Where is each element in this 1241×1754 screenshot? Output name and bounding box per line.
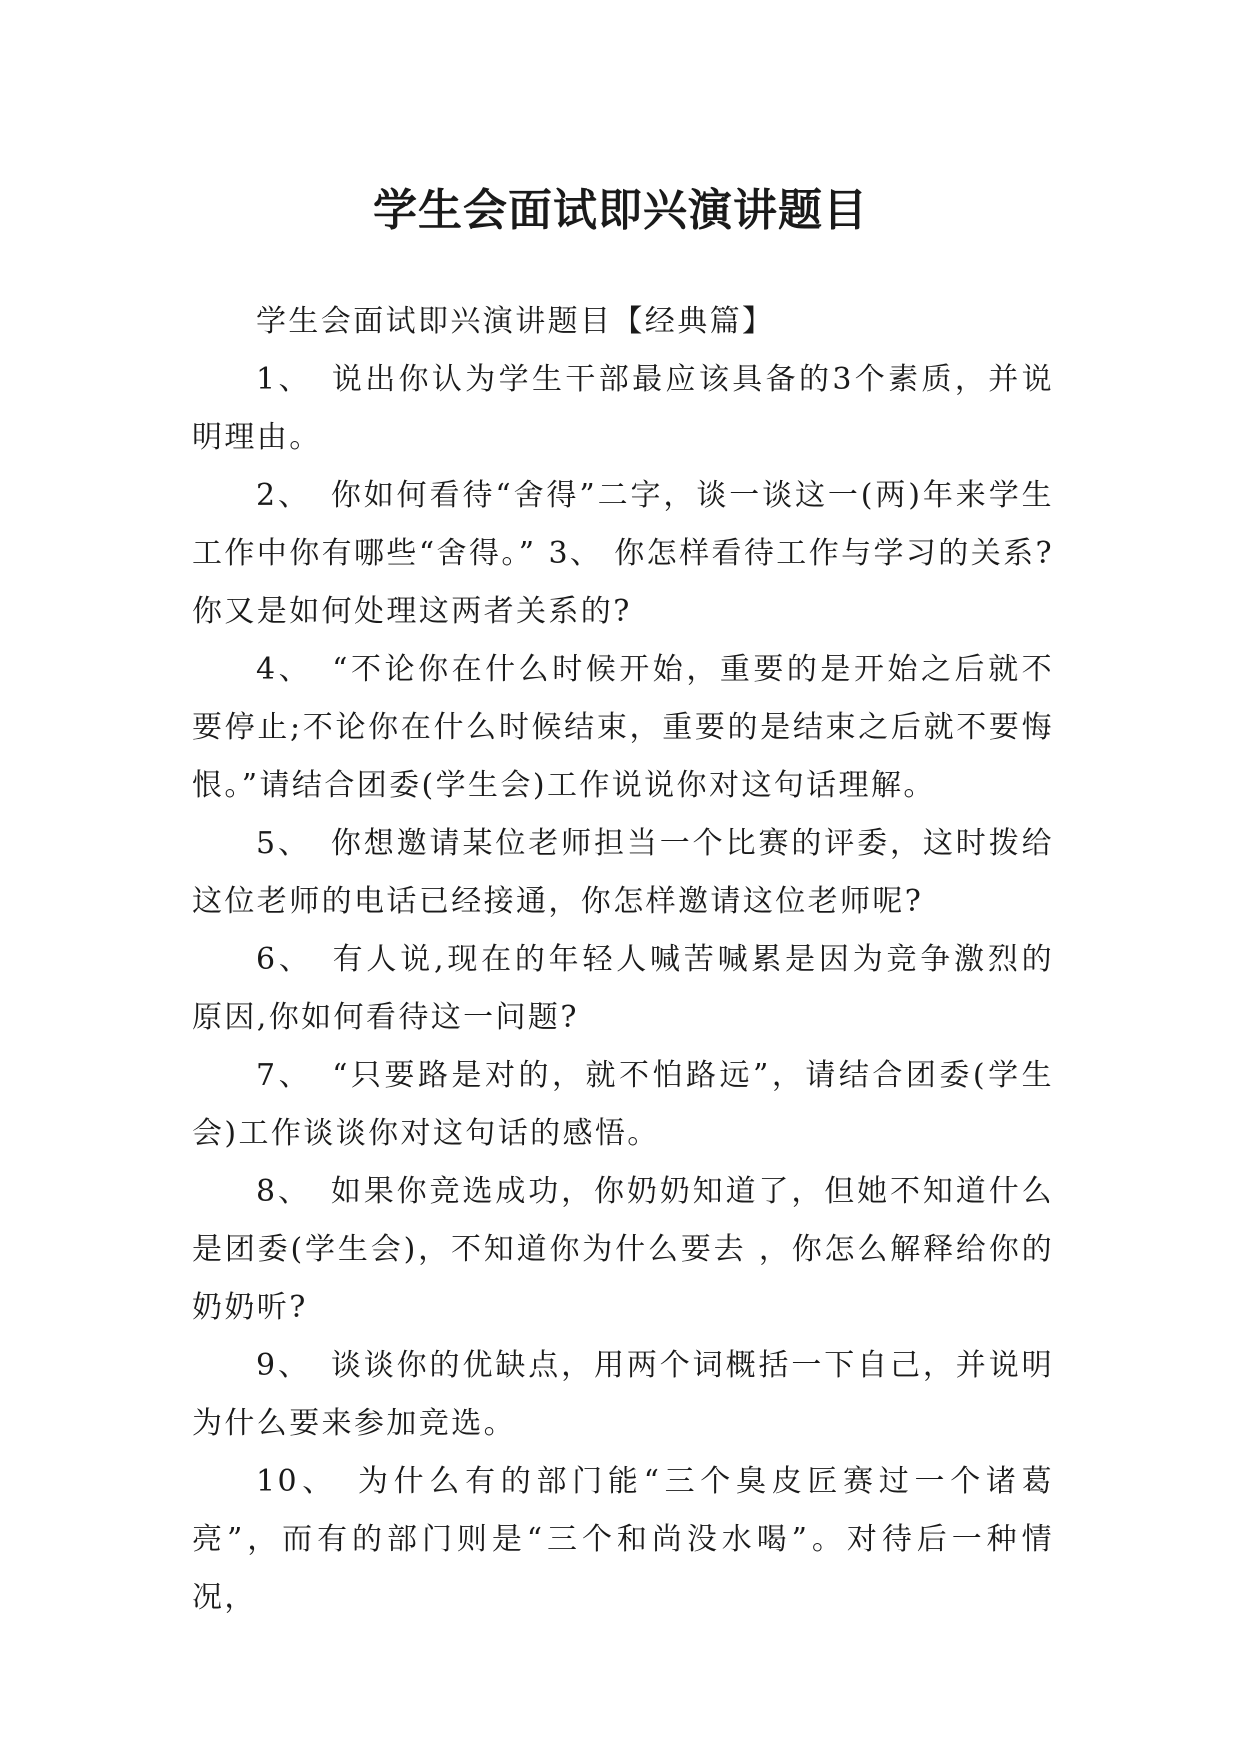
document-title: 学生会面试即兴演讲题目 <box>373 185 868 237</box>
item-text: 谈谈你的优缺点，用两个词概括一下自己，并说明为什么要来参加竞选。 <box>192 1348 1054 1441</box>
intro-paragraph: 学生会面试即兴演讲题目【经典篇】 <box>256 304 775 339</box>
item-text: “只要路是对的，就不怕路远”，请结合团委(学生会)工作谈谈你对这句话的感悟。 <box>192 1058 1055 1151</box>
item-number: 10、 <box>256 1464 338 1499</box>
item-text: 如果你竞选成功，你奶奶知道了，但她不知道什么是团委(学生会)，不知道你为什么要去 ，你怎么解释给你的奶奶听? <box>192 1174 1054 1325</box>
item-number: 5、 <box>256 826 311 861</box>
list-item <box>192 351 1054 467</box>
list-item <box>192 1047 1054 1163</box>
item-number: 4、 <box>256 652 313 687</box>
item-text: 说出你认为学生干部最应该具备的3个素质，并说明理由。 <box>192 362 1055 455</box>
list-item <box>192 467 1054 641</box>
item-number: 1、 <box>256 362 312 397</box>
item-text: “不论你在什么时候开始，重要的是开始之后就不要停止;不论你在什么时候结束，重要的是结束之后就不要悔恨。”请结合团委(学生会)工作说说你对这句话理解。 <box>192 652 1055 803</box>
list-item <box>192 1163 1054 1337</box>
item-text: 你想邀请某位老师担当一个比赛的评委，这时拨给这位老师的电话已经接通，你怎样邀请这位老师呢? <box>192 826 1054 919</box>
list-item <box>192 931 1054 1047</box>
item-number: 2、 <box>256 478 311 513</box>
list-item <box>192 1337 1054 1453</box>
item-text: 为什么有的部门能“三个臭皮匠赛过一个诸葛亮”，而有的部门则是“三个和尚没水喝”。对待后一种情况， <box>192 1464 1055 1615</box>
list-item <box>192 815 1054 931</box>
document-body <box>192 293 1054 1627</box>
list-item <box>192 1453 1054 1627</box>
list-item <box>192 641 1054 815</box>
item-text: 有人说,现在的年轻人喊苦喊累是因为竞争激烈的原因,你如何看待这一问题? <box>192 942 1054 1035</box>
item-text: 你如何看待“舍得”二字，谈一谈这一(两)年来学生工作中你有哪些“舍得。” 3、 你怎样看待工作与学习的关系?你又是如何处理这两者关系的? <box>192 478 1054 629</box>
item-number: 8、 <box>256 1174 311 1209</box>
item-number: 6、 <box>256 942 313 977</box>
item-number: 9、 <box>256 1348 311 1383</box>
item-number: 7、 <box>256 1058 313 1093</box>
